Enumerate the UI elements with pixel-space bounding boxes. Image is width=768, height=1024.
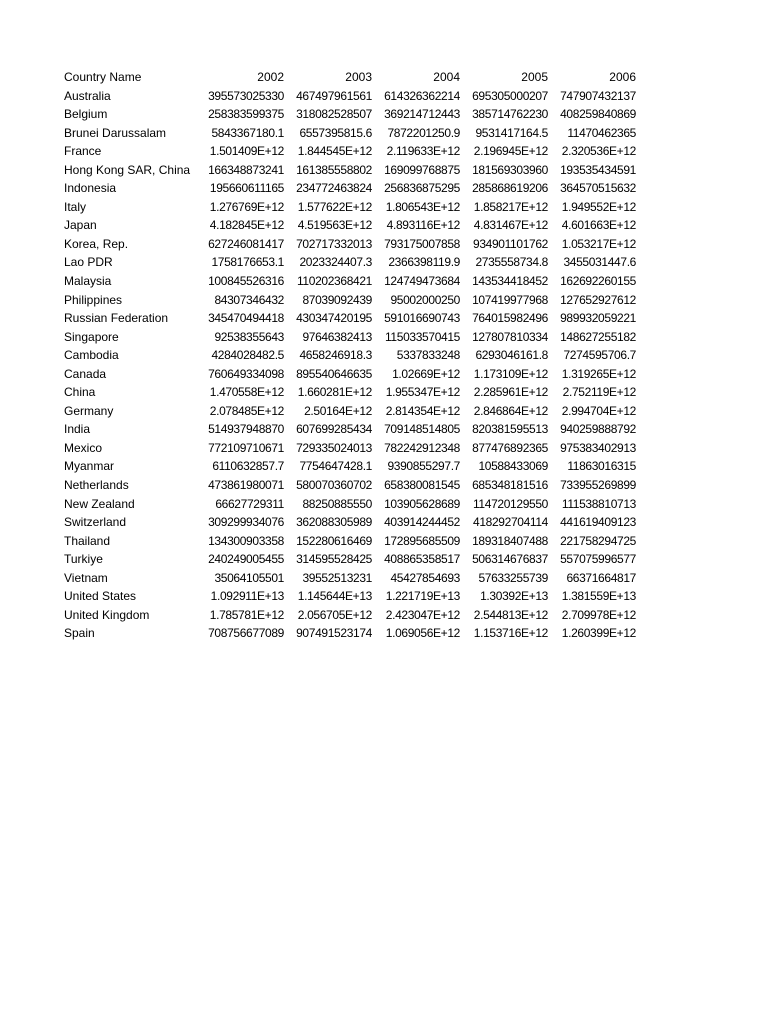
table-row [64, 216, 636, 235]
value-cell: 345470494418 [208, 311, 284, 326]
value-cell: 820381595513 [472, 422, 548, 437]
value-cell: 66627729311 [215, 496, 284, 511]
value-cell: 385714762230 [472, 107, 548, 122]
value-cell: 66371664817 [566, 570, 636, 585]
country-name-cell: India [64, 422, 91, 437]
value-cell: 148627255182 [560, 329, 636, 344]
country-name-cell: Mexico [64, 440, 103, 455]
value-cell: 9531417164.5 [475, 125, 548, 140]
value-cell: 733955269899 [560, 478, 636, 493]
country-name-cell: Australia [64, 88, 111, 103]
value-cell: 975383402913 [560, 440, 636, 455]
country-name-cell: New Zealand [64, 496, 135, 511]
value-cell: 2.752119E+12 [562, 385, 636, 400]
value-cell: 162692260155 [560, 274, 636, 289]
table-row [64, 513, 636, 532]
country-name-cell: Canada [64, 366, 107, 381]
value-cell: 1.092911E+13 [210, 589, 284, 604]
table-row [64, 235, 636, 254]
table-row [64, 346, 636, 365]
country-name-cell: Japan [64, 218, 97, 233]
value-cell: 2.056705E+12 [297, 607, 372, 622]
country-name-cell: Brunei Darussalam [64, 125, 167, 140]
value-cell: 193535434591 [560, 162, 636, 177]
value-cell: 1.806543E+12 [385, 199, 460, 214]
value-cell: 127807810334 [472, 329, 548, 344]
value-cell: 7872201250.9 [387, 125, 460, 140]
value-cell: 258383599375 [208, 107, 284, 122]
data-table [64, 68, 636, 643]
table-row [64, 495, 636, 514]
value-cell: 2.994704E+12 [561, 403, 636, 418]
value-cell: 467497961561 [296, 88, 372, 103]
value-cell: 10588433069 [478, 459, 548, 474]
value-cell: 747907432137 [560, 88, 636, 103]
value-cell: 4.893116E+12 [386, 218, 460, 233]
table-row [64, 402, 636, 421]
value-cell: 1.02669E+12 [392, 366, 460, 381]
table-row [64, 161, 636, 180]
value-cell: 285868619206 [472, 181, 548, 196]
value-cell: 607699285434 [296, 422, 372, 437]
value-cell: 2.320536E+12 [561, 144, 636, 159]
value-cell: 2.544813E+12 [473, 607, 548, 622]
value-cell: 1.381559E+13 [561, 589, 636, 604]
value-cell: 1.858217E+12 [473, 199, 548, 214]
value-cell: 1.173109E+12 [473, 366, 548, 381]
country-name-cell: Italy [64, 199, 87, 214]
value-cell: 2.078485E+12 [209, 403, 284, 418]
value-cell: 134300903358 [208, 533, 284, 548]
table-row [64, 439, 636, 458]
table-row [64, 383, 636, 402]
value-cell: 124749473684 [384, 274, 460, 289]
value-cell: 3455031447.6 [563, 255, 636, 270]
value-cell: 658380081545 [384, 478, 460, 493]
value-cell: 614326362214 [384, 88, 460, 103]
value-cell: 702717332013 [296, 236, 372, 251]
value-cell: 100845526316 [208, 274, 284, 289]
table-row [64, 606, 636, 625]
value-cell: 2.196945E+12 [473, 144, 548, 159]
table-row [64, 272, 636, 291]
country-name-cell: Belgium [64, 107, 108, 122]
value-cell: 877476892365 [472, 440, 548, 455]
table-row [64, 532, 636, 551]
column-header-year: 2004 [433, 70, 460, 84]
table-row [64, 569, 636, 588]
header-row [64, 68, 636, 87]
value-cell: 221758294725 [560, 533, 636, 548]
value-cell: 1.069056E+12 [385, 626, 460, 641]
value-cell: 418292704114 [473, 515, 548, 530]
table-row [64, 253, 636, 272]
value-cell: 1.221719E+13 [385, 589, 460, 604]
value-cell: 369214712443 [384, 107, 460, 122]
country-name-cell: Cambodia [64, 348, 119, 363]
table-row [64, 198, 636, 217]
country-name-cell: Thailand [64, 533, 111, 548]
value-cell: 695305000207 [472, 88, 548, 103]
country-name-cell: United States [64, 589, 137, 604]
value-cell: 2.846864E+12 [473, 403, 548, 418]
table-row [64, 309, 636, 328]
value-cell: 189318407488 [472, 533, 548, 548]
value-cell: 514937948870 [208, 422, 284, 437]
value-cell: 764015982496 [472, 311, 548, 326]
value-cell: 45427854693 [390, 570, 460, 585]
value-cell: 84307346432 [214, 292, 284, 307]
value-cell: 9390855297.7 [387, 459, 460, 474]
value-cell: 1.577622E+12 [297, 199, 372, 214]
value-cell: 1.785781E+12 [209, 607, 284, 622]
value-cell: 709148514805 [384, 422, 460, 437]
value-cell: 195660611165 [209, 181, 284, 196]
value-cell: 11470462365 [567, 125, 636, 140]
value-cell: 557075996577 [560, 552, 636, 567]
column-header-year: 2005 [521, 70, 548, 84]
value-cell: 4.831467E+12 [473, 218, 548, 233]
value-cell: 1.30392E+13 [480, 589, 548, 604]
value-cell: 169099768875 [384, 162, 460, 177]
value-cell: 11863016315 [567, 459, 636, 474]
value-cell: 2366398119.9 [388, 255, 460, 270]
country-name-cell: Lao PDR [64, 255, 113, 270]
value-cell: 57633255739 [478, 570, 548, 585]
value-cell: 1.501409E+12 [209, 144, 284, 159]
value-cell: 364570515632 [560, 181, 636, 196]
value-cell: 111538810713 [561, 496, 636, 511]
value-cell: 4284028482.5 [211, 348, 284, 363]
value-cell: 181569303960 [472, 162, 548, 177]
value-cell: 2735558734.8 [475, 255, 548, 270]
value-cell: 2.285961E+12 [473, 385, 548, 400]
country-name-cell: Indonesia [64, 181, 117, 196]
value-cell: 161385558802 [296, 162, 372, 177]
value-cell: 87039092439 [302, 292, 372, 307]
table-row [64, 420, 636, 439]
value-cell: 989932059221 [560, 311, 636, 326]
value-cell: 35064105501 [214, 570, 284, 585]
value-cell: 103905628689 [384, 496, 460, 511]
value-cell: 362088305989 [296, 515, 372, 530]
country-name-cell: Singapore [64, 329, 119, 344]
table-row [64, 624, 636, 643]
value-cell: 92538355643 [214, 329, 284, 344]
value-cell: 4.601663E+12 [561, 218, 636, 233]
value-cell: 580070360702 [296, 478, 372, 493]
table-row [64, 291, 636, 310]
country-name-cell: France [64, 144, 102, 159]
value-cell: 110202368421 [297, 274, 372, 289]
table-row [64, 476, 636, 495]
value-cell: 627246081417 [208, 236, 284, 251]
value-cell: 127652927612 [560, 292, 636, 307]
value-cell: 2.119633E+12 [386, 144, 460, 159]
country-name-cell: Turkiye [64, 552, 103, 567]
value-cell: 1.844545E+12 [297, 144, 372, 159]
country-name-cell: China [64, 385, 96, 400]
table-row [64, 365, 636, 384]
value-cell: 95002000250 [390, 292, 460, 307]
table-row [64, 587, 636, 606]
value-cell: 318082528507 [296, 107, 372, 122]
value-cell: 114720129550 [473, 496, 548, 511]
table-row [64, 87, 636, 106]
country-name-cell: Netherlands [64, 478, 129, 493]
value-cell: 760649334098 [208, 366, 284, 381]
table-row [64, 142, 636, 161]
value-cell: 4.182845E+12 [209, 218, 284, 233]
country-name-cell: United Kingdom [64, 607, 150, 622]
value-cell: 934901101762 [473, 236, 548, 251]
value-cell: 6293046161.8 [475, 348, 548, 363]
value-cell: 1.145644E+13 [297, 589, 372, 604]
value-cell: 256836875295 [384, 181, 460, 196]
value-cell: 685348181516 [472, 478, 548, 493]
value-cell: 1.955347E+12 [385, 385, 460, 400]
country-name-cell: Switzerland [64, 515, 127, 530]
value-cell: 1.260399E+12 [561, 626, 636, 641]
table-row [64, 105, 636, 124]
value-cell: 408865358517 [384, 552, 460, 567]
value-cell: 907491523174 [296, 626, 372, 641]
table-body [64, 87, 636, 643]
country-name-cell: Philippines [64, 292, 123, 307]
spreadsheet [64, 68, 636, 643]
value-cell: 39552513231 [302, 570, 372, 585]
value-cell: 395573025330 [208, 88, 284, 103]
value-cell: 895540646635 [296, 366, 372, 381]
country-name-cell: Myanmar [64, 459, 115, 474]
value-cell: 314595528425 [296, 552, 372, 567]
value-cell: 940259888792 [560, 422, 636, 437]
value-cell: 1.276769E+12 [209, 199, 284, 214]
value-cell: 729335024013 [296, 440, 372, 455]
value-cell: 6557395815.6 [299, 125, 372, 140]
value-cell: 166348873241 [208, 162, 284, 177]
value-cell: 772109710671 [208, 440, 284, 455]
value-cell: 97646382413 [302, 329, 372, 344]
value-cell: 143534418452 [472, 274, 548, 289]
value-cell: 1.949552E+12 [561, 199, 636, 214]
table-row [64, 457, 636, 476]
value-cell: 2.709978E+12 [561, 607, 636, 622]
value-cell: 782242912348 [384, 440, 460, 455]
value-cell: 107419977968 [472, 292, 548, 307]
value-cell: 473861980071 [208, 478, 284, 493]
value-cell: 1758176653.1 [211, 255, 284, 270]
value-cell: 708756677089 [208, 626, 284, 641]
value-cell: 441619409123 [560, 515, 636, 530]
value-cell: 1.319265E+12 [561, 366, 636, 381]
table-row [64, 550, 636, 569]
country-name-cell: Spain [64, 626, 95, 641]
value-cell: 430347420195 [296, 311, 372, 326]
value-cell: 88250885550 [302, 496, 372, 511]
value-cell: 309299934076 [208, 515, 284, 530]
value-cell: 7754647428.1 [299, 459, 372, 474]
value-cell: 4.519563E+12 [297, 218, 372, 233]
column-header-year: 2006 [609, 70, 636, 84]
country-name-cell: Malaysia [64, 274, 112, 289]
column-header-country: Country Name [64, 70, 142, 84]
value-cell: 5337833248 [396, 348, 460, 363]
value-cell: 2.423047E+12 [385, 607, 460, 622]
value-cell: 793175007858 [384, 236, 460, 251]
country-name-cell: Russian Federation [64, 311, 169, 326]
country-name-cell: Vietnam [64, 570, 108, 585]
value-cell: 2023324407.3 [299, 255, 372, 270]
value-cell: 7274595706.7 [563, 348, 636, 363]
value-cell: 5843367180.1 [211, 125, 284, 140]
value-cell: 115033570415 [385, 329, 460, 344]
value-cell: 1.153716E+12 [473, 626, 548, 641]
value-cell: 152280616469 [296, 533, 372, 548]
value-cell: 4658246918.3 [299, 348, 372, 363]
value-cell: 408259840869 [560, 107, 636, 122]
value-cell: 234772463824 [296, 181, 372, 196]
table-row [64, 124, 636, 143]
country-name-cell: Korea, Rep. [64, 236, 129, 251]
value-cell: 591016690743 [384, 311, 460, 326]
country-name-cell: Hong Kong SAR, China [64, 162, 191, 177]
column-header-year: 2003 [345, 70, 372, 84]
table-row [64, 328, 636, 347]
value-cell: 506314676837 [472, 552, 548, 567]
value-cell: 1.470558E+12 [209, 385, 284, 400]
value-cell: 240249005455 [208, 552, 284, 567]
value-cell: 6110632857.7 [212, 459, 284, 474]
table-row [64, 179, 636, 198]
column-header-year: 2002 [257, 70, 284, 84]
value-cell: 1.053217E+12 [561, 236, 636, 251]
value-cell: 172895685509 [384, 533, 460, 548]
country-name-cell: Germany [64, 403, 114, 418]
value-cell: 2.50164E+12 [304, 403, 372, 418]
value-cell: 1.660281E+12 [297, 385, 372, 400]
value-cell: 403914244452 [384, 515, 460, 530]
value-cell: 2.814354E+12 [385, 403, 460, 418]
